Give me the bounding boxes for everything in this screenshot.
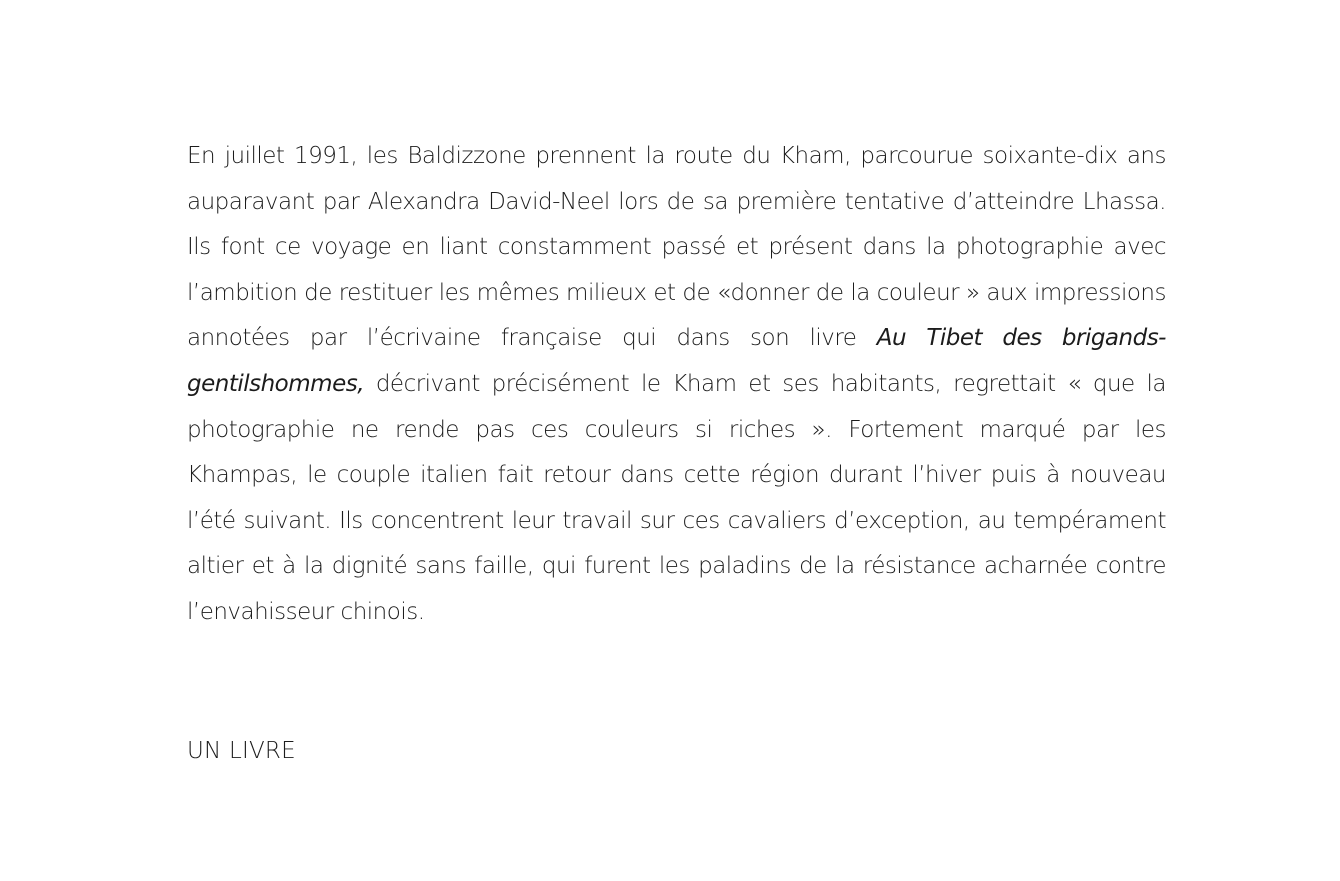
paragraph-text-part-1: En juillet 1991, les Baldizzone prennent la route du Kham, parcourue soixante-dix ans auparavant par Alexandra David-Neel lors de sa première tentative d’atteindre Lhassa. Ils font ce voyage en liant constamment passé et présent dans la photographie avec l’ambition de restituer les mêmes milieux et de «donner de la couleur » aux impressions annotées par l’écrivaine française qui dans son livre	[187, 143, 1166, 352]
section-heading: UN LIVRE	[187, 738, 296, 764]
book-title: Au Tibet des brigands-gentilshommes,	[187, 325, 1166, 397]
body-paragraph	[187, 134, 1166, 636]
paragraph-text-part-2: décrivant précisément le Kham et ses habitants, regrettait « que la photographie ne rende pas ces couleurs si riches ». Fortement marqué par les Khampas, le couple italien fait retour dans cette région durant l’hiver puis à nouveau l’été suivant. Ils concentrent leur travail sur ces cavaliers d’exception, au tempérament altier et à la dignité sans faille, qui furent les paladins de la résistance acharnée contre l’envahisseur chinois.	[187, 370, 1166, 625]
article-body	[187, 134, 1166, 636]
